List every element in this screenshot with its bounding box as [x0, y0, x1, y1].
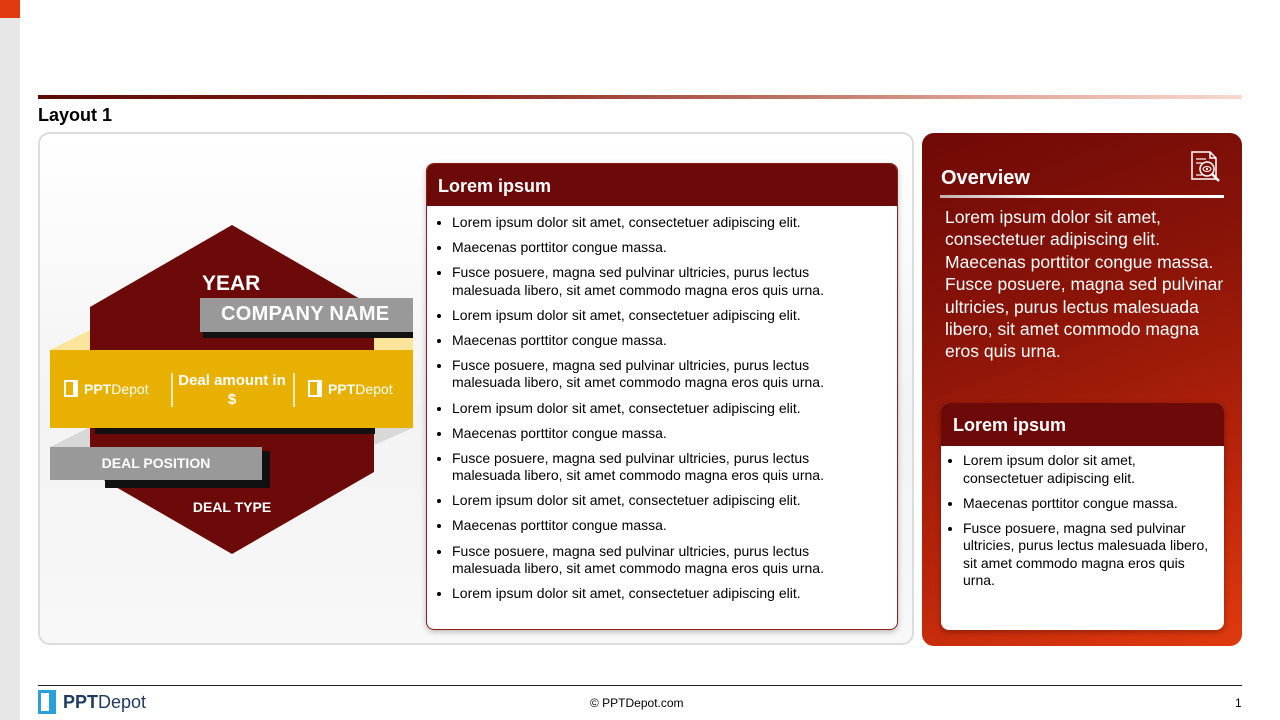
- overview-list-card: [941, 403, 1224, 630]
- list-item: • Lorem ipsum dolor sit amet, consectetuer adipiscing elit.: [452, 492, 877, 510]
- list-item: • Lorem ipsum dolor sit amet, consectetuer adipiscing elit.: [963, 452, 1212, 487]
- page-number: 1: [1235, 696, 1242, 710]
- deal-position-label: DEAL POSITION: [101, 455, 211, 471]
- overview-title: Overview: [941, 167, 1030, 189]
- list-item: • Fusce posuere, magna sed pulvinar ultricies, purus lectus malesuada libero, sit amet commodo magna eros quis urna.: [452, 543, 877, 578]
- year-label: YEAR: [202, 272, 261, 295]
- list-item: • Lorem ipsum dolor sit amet, consectetuer adipiscing elit.: [452, 400, 877, 418]
- list-item: • Maecenas porttitor congue massa.: [452, 517, 877, 535]
- gold-band-left-fold: [50, 330, 90, 350]
- logo-mark-icon: [308, 380, 322, 397]
- bullet-list-card: [426, 163, 898, 630]
- overview-bullet-list: [941, 446, 1224, 590]
- pptdepot-logo-icon: [38, 690, 56, 714]
- company-logo-right: [308, 380, 393, 397]
- list-item: • Fusce posuere, magna sed pulvinar ultricies, purus lectus malesuada libero, sit amet commodo magna eros quis urna.: [452, 264, 877, 299]
- gray-band-left-fold: [50, 427, 90, 447]
- footer-brand-light: Depot: [98, 691, 147, 712]
- company-name-label: COMPANY NAME: [221, 303, 390, 325]
- list-item: • Lorem ipsum dolor sit amet, consectetuer adipiscing elit.: [452, 214, 877, 232]
- list-item: • Fusce posuere, magna sed pulvinar ultricies, purus lectus malesuada libero, sit amet commodo magna eros quis urna.: [963, 520, 1212, 590]
- footer-brand-bold: PPT: [63, 691, 99, 712]
- bullet-list: [427, 206, 897, 603]
- logo-brand-light: Depot: [111, 380, 149, 397]
- list-item: • Maecenas porttitor congue massa.: [452, 425, 877, 443]
- deal-type-label: DEAL TYPE: [192, 499, 272, 515]
- company-logo-left: [64, 380, 149, 397]
- overview-divider: [940, 195, 1224, 198]
- footer-divider: [38, 685, 1242, 686]
- list-item: • Maecenas porttitor congue massa.: [452, 332, 877, 350]
- overview-list-title: Lorem ipsum: [941, 403, 1224, 446]
- list-item: • Lorem ipsum dolor sit amet, consectetuer adipiscing elit.: [452, 585, 877, 603]
- list-item: • Maecenas porttitor congue massa.: [963, 495, 1212, 513]
- logo-brand-bold: PPT: [328, 380, 356, 397]
- list-item: • Fusce posuere, magna sed pulvinar ultricies, purus lectus malesuada libero, sit amet commodo magna eros quis urna.: [452, 357, 877, 392]
- copyright-text: © PPTDepot.com: [590, 696, 684, 710]
- logo-mark-icon: [64, 380, 78, 397]
- list-item: • Lorem ipsum dolor sit amet, consectetuer adipiscing elit.: [452, 307, 877, 325]
- page-title: Layout 1: [38, 105, 113, 125]
- logo-brand-bold: PPT: [84, 380, 112, 397]
- logo-brand-light: Depot: [355, 380, 393, 397]
- gray-band-right-fold: [374, 428, 413, 445]
- list-item: • Maecenas porttitor congue massa.: [452, 239, 877, 257]
- list-card-title: Lorem ipsum: [427, 164, 897, 206]
- overview-body: Lorem ipsum dolor sit amet, consectetuer adipiscing elit. Maecenas porttitor congue massa. Fusce posuere, magna sed pulvinar ultricies, purus lectus malesuada libero, sit amet commodo magna eros quis urna.: [945, 207, 1224, 362]
- document-search-icon: [1186, 149, 1226, 189]
- footer-logo: [38, 690, 146, 714]
- deal-amount-label: Deal amount in $: [178, 372, 286, 408]
- deal-band-shadow: [95, 428, 375, 434]
- list-item: • Fusce posuere, magna sed pulvinar ultricies, purus lectus malesuada libero, sit amet commodo magna eros quis urna.: [452, 450, 877, 485]
- overview-panel: [922, 133, 1242, 646]
